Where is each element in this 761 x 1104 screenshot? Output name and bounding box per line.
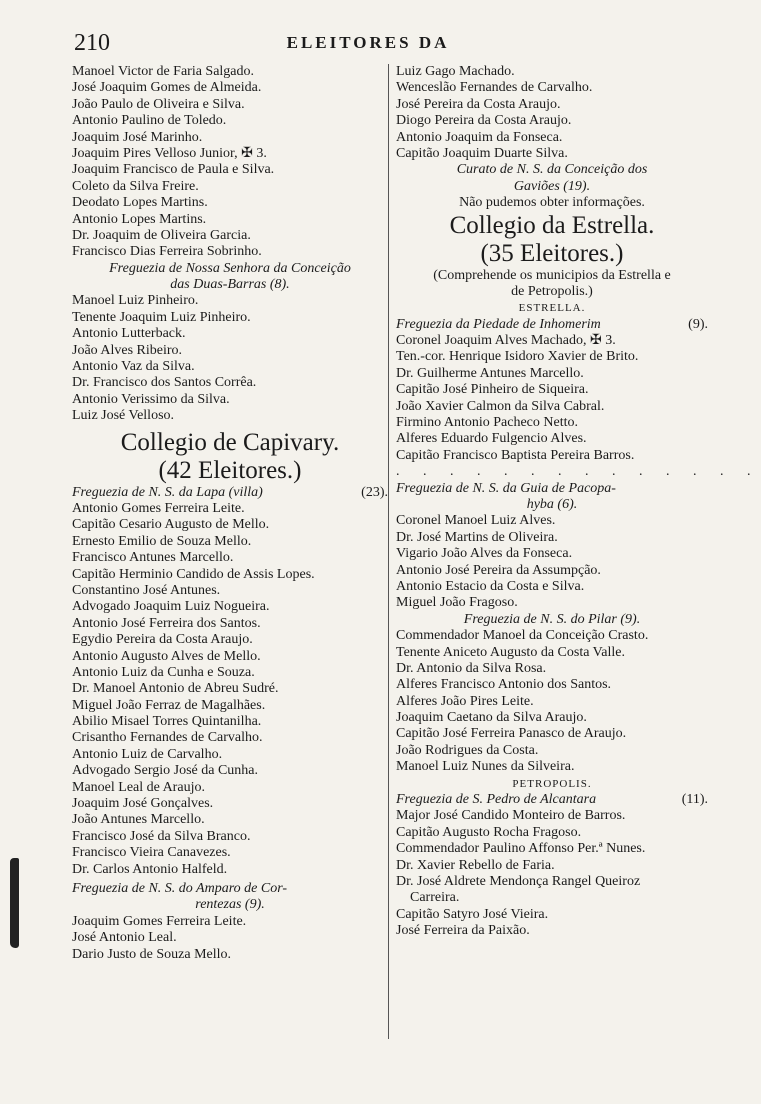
- voter-entry: Joaquim Caetano da Silva Araujo.: [396, 710, 587, 726]
- voter-entry: Ernesto Emilio de Souza Mello.: [72, 533, 252, 549]
- voter-entry: Capitão Cesario Augusto de Mello.: [72, 517, 270, 533]
- column-rule: [388, 64, 389, 1039]
- voter-entry: Dr. Manoel Antonio de Abreu Sudré.: [72, 681, 279, 697]
- voter-entry: Capitão José Pinheiro de Siqueira.: [396, 382, 589, 398]
- parish-name: Freguezia da Piedade de Inhomerim: [396, 316, 601, 332]
- parish-count: (11).: [681, 792, 708, 808]
- voter-entry: Crisantho Fernandes de Carvalho.: [72, 730, 263, 746]
- municipality-heading: PETROPOLIS.: [512, 777, 592, 790]
- right-column: [396, 64, 761, 940]
- parish-heading-cont: das Duas-Barras (8).: [170, 277, 290, 293]
- voter-entry: Manoel Victor de Faria Salgado.: [72, 64, 255, 79]
- parish-heading: Freguezia de Nossa Senhora da Conceição: [109, 260, 351, 276]
- college-count: (35 Eleitores.): [480, 239, 624, 267]
- omission-dots: . . . . . . . . . . . . . .: [396, 464, 761, 480]
- voter-entry: Vigario João Alves da Fonseca.: [396, 546, 573, 562]
- parish-heading: Freguezia de N. S. da Guia de Pacopa-: [396, 480, 616, 496]
- voter-entry: Dr. Antonio da Silva Rosa.: [396, 660, 547, 676]
- voter-entry: Capitão Satyro José Vieira.: [396, 906, 549, 922]
- parish-count: (9).: [688, 316, 708, 332]
- college-count: (42 Eleitores.): [158, 456, 302, 484]
- voter-entry: Capitão Augusto Rocha Fragoso.: [396, 824, 582, 840]
- voter-entry: Advogado Joaquim Luiz Nogueira.: [72, 599, 270, 615]
- voter-list: [396, 808, 708, 939]
- voter-entry: José Ferreira da Paixão.: [396, 923, 530, 939]
- voter-entry: José Pereira da Costa Araujo.: [396, 96, 561, 112]
- parish-name: Freguezia de N. S. da Lapa (villa): [72, 484, 263, 500]
- parish-heading-cont: rentezas (9).: [195, 897, 265, 913]
- voter-entry: João Antunes Marcello.: [72, 812, 205, 828]
- margin-stain: [10, 858, 19, 948]
- college-note: (Comprehende os municipios da Estrella e: [433, 267, 671, 283]
- voter-entry: Francisco Vieira Canavezes.: [72, 845, 231, 861]
- voter-entry: Joaquim José Marinho.: [72, 129, 203, 145]
- voter-entry: Manoel Luiz Nunes da Silveira.: [396, 759, 575, 775]
- voter-entry: Luiz Gago Machado.: [396, 64, 515, 79]
- voter-entry: Dr. Guilherme Antunes Marcello.: [396, 365, 584, 381]
- voter-entry: Alferes Francisco Antonio dos Santos.: [396, 677, 612, 693]
- voter-entry: José Joaquim Gomes de Almeida.: [72, 80, 262, 96]
- voter-list: [396, 628, 708, 776]
- voter-list: [72, 501, 388, 878]
- voter-entry: Tenente Aniceto Augusto da Costa Valle.: [396, 644, 625, 660]
- voter-entry: Dr. José Martins de Oliveira.: [396, 529, 558, 545]
- voter-entry: Luiz José Velloso.: [72, 408, 175, 424]
- voter-entry: Capitão Joaquim Duarte Silva.: [396, 145, 568, 161]
- voter-entry: Dr. Xavier Rebello de Faria.: [396, 857, 555, 873]
- voter-entry: Joaquim José Gonçalves.: [72, 796, 214, 812]
- voter-entry: Tenente Joaquim Luiz Pinheiro.: [72, 309, 251, 325]
- voter-entry: Antonio Luiz de Carvalho.: [72, 746, 223, 762]
- voter-entry: Manoel Luiz Pinheiro.: [72, 293, 199, 309]
- voter-entry: Diogo Pereira da Costa Araujo.: [396, 113, 572, 129]
- voter-entry: Antonio José Pereira da Assumpção.: [396, 562, 601, 578]
- voter-entry: Wenceslão Fernandes de Carvalho.: [396, 80, 593, 96]
- voter-entry: Antonio Verissimo da Silva.: [72, 391, 230, 407]
- voter-list: [72, 914, 388, 963]
- voter-entry: Manoel Leal de Araujo.: [72, 779, 205, 795]
- parish-name: Freguezia de S. Pedro de Alcantara: [396, 792, 597, 808]
- voter-entry: Capitão Herminio Candido de Assis Lopes.: [72, 566, 315, 582]
- voter-entry: Antonio Lopes Martins.: [72, 211, 207, 227]
- college-note-cont: de Petropolis.): [511, 283, 593, 299]
- voter-entry: João Rodrigues da Costa.: [396, 742, 539, 758]
- voter-entry: Francisco Antunes Marcello.: [72, 550, 234, 566]
- voter-entry: João Alves Ribeiro.: [72, 342, 183, 358]
- voter-entry: Dr. Carlos Antonio Halfeld.: [72, 861, 228, 877]
- voter-entry: Antonio Joaquim da Fonseca.: [396, 129, 563, 145]
- voter-entry: Dr. José Aldrete Mendonça Rangel Queiroz: [396, 873, 641, 889]
- voter-entry: João Xavier Calmon da Silva Cabral.: [396, 398, 605, 414]
- parish-heading: [396, 317, 708, 333]
- page-number: 210: [74, 30, 110, 56]
- voter-entry: Miguel João Ferraz de Magalhães.: [72, 697, 266, 713]
- voter-list: [396, 64, 708, 162]
- voter-entry: Deodato Lopes Martins.: [72, 195, 208, 211]
- voter-entry: Dr. Joaquim de Oliveira Garcia.: [72, 227, 251, 243]
- voter-entry: Constantino José Antunes.: [72, 582, 221, 598]
- voter-list: [396, 333, 708, 464]
- voter-entry: Alferes Eduardo Fulgencio Alves.: [396, 431, 587, 447]
- voter-entry: Antonio Paulino de Toledo.: [72, 113, 227, 129]
- municipality-heading: ESTRELLA.: [518, 302, 586, 315]
- parish-count: (23).: [361, 484, 388, 500]
- voter-entry: Carreira.: [410, 890, 460, 906]
- voter-entry: Commendador Paulino Affonso Per.ª Nunes.: [396, 841, 646, 857]
- voter-entry: Major José Candido Monteiro de Barros.: [396, 808, 626, 824]
- voter-entry: Commendador Manoel da Conceição Crasto.: [396, 628, 649, 644]
- voter-entry: Francisco José da Silva Branco.: [72, 828, 251, 844]
- voter-entry: Coronel Manoel Luiz Alves.: [396, 513, 556, 529]
- voter-entry: Alferes João Pires Leite.: [396, 693, 534, 709]
- voter-list: [72, 64, 388, 261]
- curato-heading: Curato de N. S. da Conceição dos: [456, 162, 648, 178]
- running-title: ELEITORES DA: [286, 33, 450, 52]
- voter-entry: Antonio Estacio da Costa e Silva.: [396, 578, 585, 594]
- parish-heading: [72, 485, 388, 501]
- no-info-note: Não pudemos obter informações.: [459, 195, 645, 211]
- left-column: [72, 64, 388, 963]
- voter-entry: Antonio Gomes Ferreira Leite.: [72, 500, 245, 516]
- voter-entry: José Antonio Leal.: [72, 930, 177, 946]
- voter-entry: Capitão Francisco Baptista Pereira Barros.: [396, 447, 635, 463]
- voter-entry: Ten.-cor. Henrique Isidoro Xavier de Brito.: [396, 349, 639, 365]
- voter-entry: Abilio Misael Torres Quintanilha.: [72, 714, 262, 730]
- voter-entry: Egydio Pereira da Costa Araujo.: [72, 632, 253, 648]
- parish-heading: Freguezia de N. S. do Amparo de Cor-: [72, 880, 288, 896]
- college-title: Collegio da Estrella.: [449, 211, 655, 239]
- voter-list: [396, 513, 708, 611]
- parish-heading: Freguezia de N. S. do Pilar (9).: [463, 611, 641, 627]
- voter-entry: Joaquim Gomes Ferreira Leite.: [72, 913, 247, 929]
- voter-list: [72, 293, 388, 424]
- parish-heading-cont: hyba (6).: [526, 496, 578, 512]
- voter-entry: Antonio Luiz da Cunha e Souza.: [72, 664, 255, 680]
- voter-entry: Francisco Dias Ferreira Sobrinho.: [72, 244, 262, 260]
- voter-entry: Antonio Augusto Alves de Mello.: [72, 648, 261, 664]
- voter-entry: Antonio Vaz da Silva.: [72, 359, 195, 375]
- voter-entry: João Paulo de Oliveira e Silva.: [72, 96, 245, 112]
- voter-entry: Capitão José Ferreira Panasco de Araujo.: [396, 726, 627, 742]
- college-title: Collegio de Capivary.: [120, 428, 340, 456]
- voter-entry: Coronel Joaquim Alves Machado, ✠ 3.: [396, 333, 616, 349]
- voter-entry: Dario Justo de Souza Mello.: [72, 946, 232, 962]
- voter-entry: Firmino Antonio Pacheco Netto.: [396, 415, 578, 431]
- voter-entry: Antonio Lutterback.: [72, 326, 186, 342]
- voter-entry: Advogado Sergio José da Cunha.: [72, 763, 258, 779]
- voter-entry: Miguel João Fragoso.: [396, 595, 518, 611]
- curato-heading-cont: Gaviões (19).: [513, 178, 591, 194]
- parish-heading: [396, 792, 708, 808]
- voter-entry: Joaquim Francisco de Paula e Silva.: [72, 162, 275, 178]
- voter-entry: Dr. Francisco dos Santos Corrêa.: [72, 375, 257, 391]
- voter-entry: Joaquim Pires Velloso Junior, ✠ 3.: [72, 145, 267, 161]
- voter-entry: Coleto da Silva Freire.: [72, 178, 199, 194]
- voter-entry: Antonio José Ferreira dos Santos.: [72, 615, 261, 631]
